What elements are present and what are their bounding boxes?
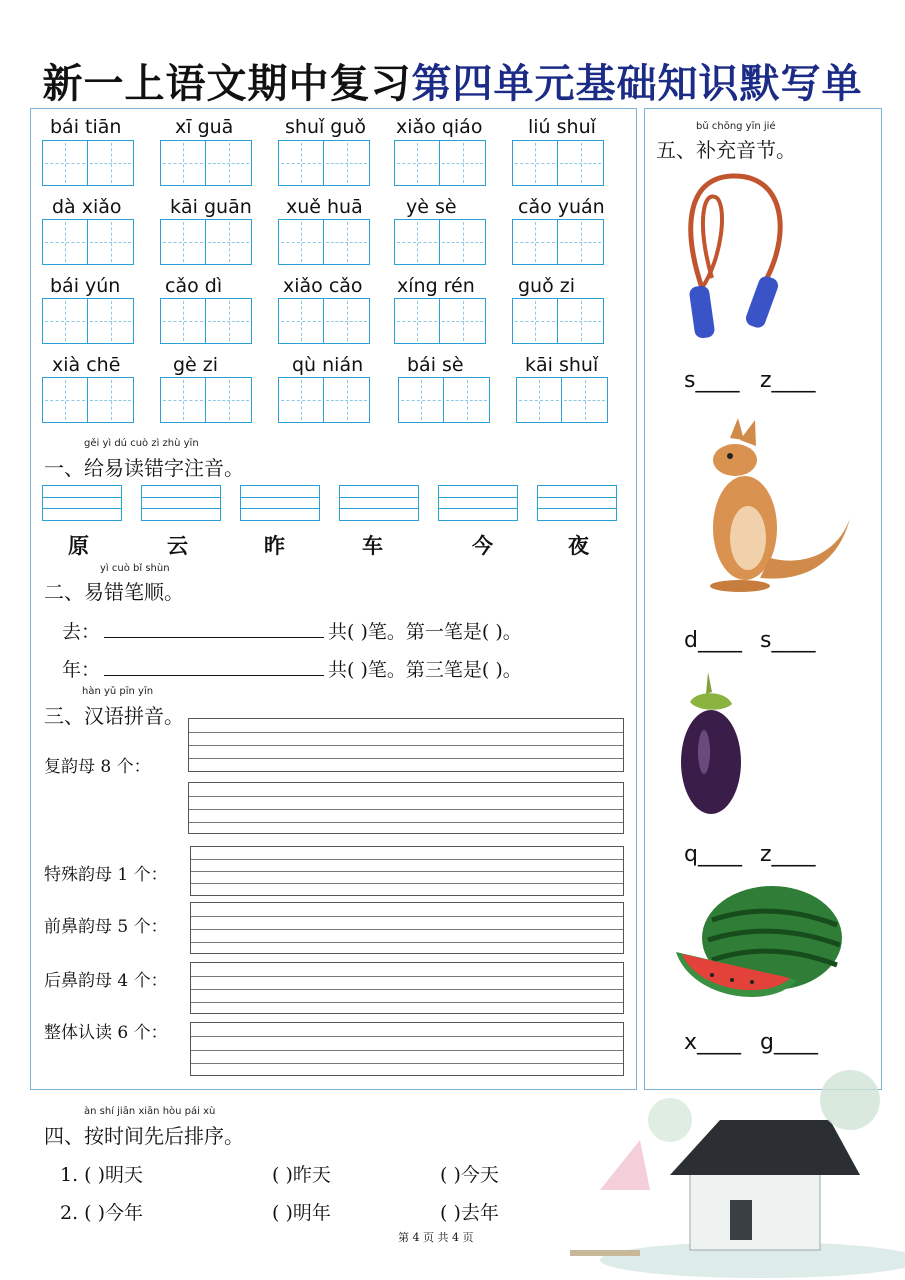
pinyin-label: qù nián xyxy=(292,354,364,376)
target-char: 云 xyxy=(167,533,188,558)
target-char: 夜 xyxy=(568,533,589,558)
ink-landscape-decoration xyxy=(560,1060,905,1280)
order-item: ( )去年 xyxy=(440,1202,499,1224)
tian-grid[interactable] xyxy=(42,377,134,423)
title-part1: 新一上语文期中复习 xyxy=(42,61,412,107)
target-char: 今 xyxy=(472,533,493,558)
page-title xyxy=(0,52,905,109)
writing-box[interactable] xyxy=(190,902,624,954)
pinyin-label: bái yún xyxy=(50,275,121,297)
tian-grid[interactable] xyxy=(512,298,604,344)
tian-grid[interactable] xyxy=(278,140,370,186)
target-char: 车 xyxy=(362,533,383,558)
syllable-blank[interactable]: g____ xyxy=(760,1030,818,1055)
pinyin-label: shuǐ guǒ xyxy=(285,116,367,138)
tian-grid[interactable] xyxy=(278,298,370,344)
pinyin-label: xiǎo qiáo xyxy=(396,116,483,138)
syllable-blank[interactable]: s____ xyxy=(760,628,816,653)
pinyin-label: kāi shuǐ xyxy=(525,354,599,376)
stroke-question-2: 共( )笔。第三笔是( )。 xyxy=(328,659,522,681)
jump-rope-icon xyxy=(672,168,802,348)
tian-grid[interactable] xyxy=(512,140,604,186)
tian-grid[interactable] xyxy=(42,140,134,186)
syllable-blank[interactable]: d____ xyxy=(684,628,742,653)
tian-grid[interactable] xyxy=(394,298,486,344)
order-item: ( )昨天 xyxy=(272,1164,331,1186)
stroke-answer-line[interactable] xyxy=(104,637,324,638)
tian-grid[interactable] xyxy=(160,298,252,344)
fourline-box[interactable] xyxy=(339,485,419,521)
syllable-blank[interactable]: z____ xyxy=(760,368,816,393)
pinyin-label: guǒ zi xyxy=(518,275,576,297)
sec1-title: 一、给易读错字注音。 xyxy=(44,456,244,480)
pinyin-label: xiǎo cǎo xyxy=(283,275,363,297)
kangaroo-icon xyxy=(700,418,860,593)
fourline-box[interactable] xyxy=(537,485,617,521)
pinyin-label: xī guā xyxy=(175,116,234,138)
title-part2: 第四单元基础知识默写单 xyxy=(411,61,863,107)
pinyin-category-label: 特殊韵母 1 个： xyxy=(44,865,168,885)
tian-grid[interactable] xyxy=(278,219,370,265)
pinyin-label: bái tiān xyxy=(50,116,122,138)
tian-grid[interactable] xyxy=(160,140,252,186)
writing-box[interactable] xyxy=(190,962,624,1014)
eggplant-icon xyxy=(676,672,746,816)
tian-grid[interactable] xyxy=(160,219,252,265)
sec5-ruby: bǔ chōng yīn jié xyxy=(696,121,776,132)
tian-grid[interactable] xyxy=(42,298,134,344)
sec3-title: 三、汉语拼音。 xyxy=(44,704,184,728)
writing-box[interactable] xyxy=(188,782,624,834)
sec3-ruby: hàn yǔ pīn yīn xyxy=(82,686,154,697)
tian-grid[interactable] xyxy=(278,377,370,423)
pinyin-label: dà xiǎo xyxy=(52,196,122,218)
pinyin-label: xíng rén xyxy=(397,275,475,297)
fourline-box[interactable] xyxy=(438,485,518,521)
writing-box[interactable] xyxy=(190,846,624,896)
order-item: ( )明年 xyxy=(272,1202,331,1224)
tian-grid[interactable] xyxy=(394,140,486,186)
sec5-title: 五、补充音节。 xyxy=(656,138,796,162)
pinyin-category-label: 整体认读 6 个： xyxy=(44,1023,168,1043)
sec1-ruby: gěi yì dú cuò zì zhù yīn xyxy=(84,438,199,449)
syllable-blank[interactable]: x____ xyxy=(684,1030,742,1055)
pinyin-label: kāi guān xyxy=(170,196,252,218)
order-item: 1. ( )明天 xyxy=(60,1164,144,1186)
pinyin-category-label: 复韵母 8 个： xyxy=(44,757,151,777)
order-item: 2. ( )今年 xyxy=(60,1202,144,1224)
pinyin-label: liú shuǐ xyxy=(528,116,596,138)
tian-grid[interactable] xyxy=(394,219,486,265)
tian-grid[interactable] xyxy=(512,219,604,265)
writing-box[interactable] xyxy=(188,718,624,772)
pinyin-label: cǎo dì xyxy=(165,275,223,297)
tian-grid[interactable] xyxy=(516,377,608,423)
pinyin-label: cǎo yuán xyxy=(518,196,605,218)
stroke-question-1: 共( )笔。第一笔是( )。 xyxy=(328,621,522,643)
syllable-blank[interactable]: z____ xyxy=(760,842,816,867)
stroke-answer-line[interactable] xyxy=(104,675,324,676)
stroke-label-1: 去： xyxy=(62,621,101,643)
fourline-box[interactable] xyxy=(141,485,221,521)
pinyin-label: xuě huā xyxy=(286,196,363,218)
target-char: 昨 xyxy=(264,533,285,558)
tian-grid[interactable] xyxy=(160,377,252,423)
sec4-ruby: àn shí jiān xiān hòu pái xù xyxy=(84,1106,216,1117)
pinyin-label: gè zi xyxy=(173,354,219,376)
writing-box[interactable] xyxy=(190,1022,624,1076)
syllable-blank[interactable]: s____ xyxy=(684,368,740,393)
page-footer: 第 4 页 共 4 页 xyxy=(398,1231,474,1244)
watermelon-icon xyxy=(672,880,847,1015)
pinyin-category-label: 后鼻韵母 4 个： xyxy=(44,971,168,991)
stroke-label-2: 年： xyxy=(62,659,101,681)
fourline-box[interactable] xyxy=(42,485,122,521)
order-item: ( )今天 xyxy=(440,1164,499,1186)
pinyin-label: xià chē xyxy=(52,354,121,376)
syllable-blank[interactable]: q____ xyxy=(684,842,742,867)
sec2-ruby: yì cuò bǐ shùn xyxy=(100,563,170,574)
target-char: 原 xyxy=(68,533,89,558)
tian-grid[interactable] xyxy=(42,219,134,265)
tian-grid[interactable] xyxy=(398,377,490,423)
sec4-title: 四、按时间先后排序。 xyxy=(44,1124,244,1148)
fourline-box[interactable] xyxy=(240,485,320,521)
pinyin-category-label: 前鼻韵母 5 个： xyxy=(44,917,168,937)
sec2-title: 二、易错笔顺。 xyxy=(44,580,184,604)
pinyin-label: bái sè xyxy=(407,354,464,376)
pinyin-label: yè sè xyxy=(406,196,457,218)
